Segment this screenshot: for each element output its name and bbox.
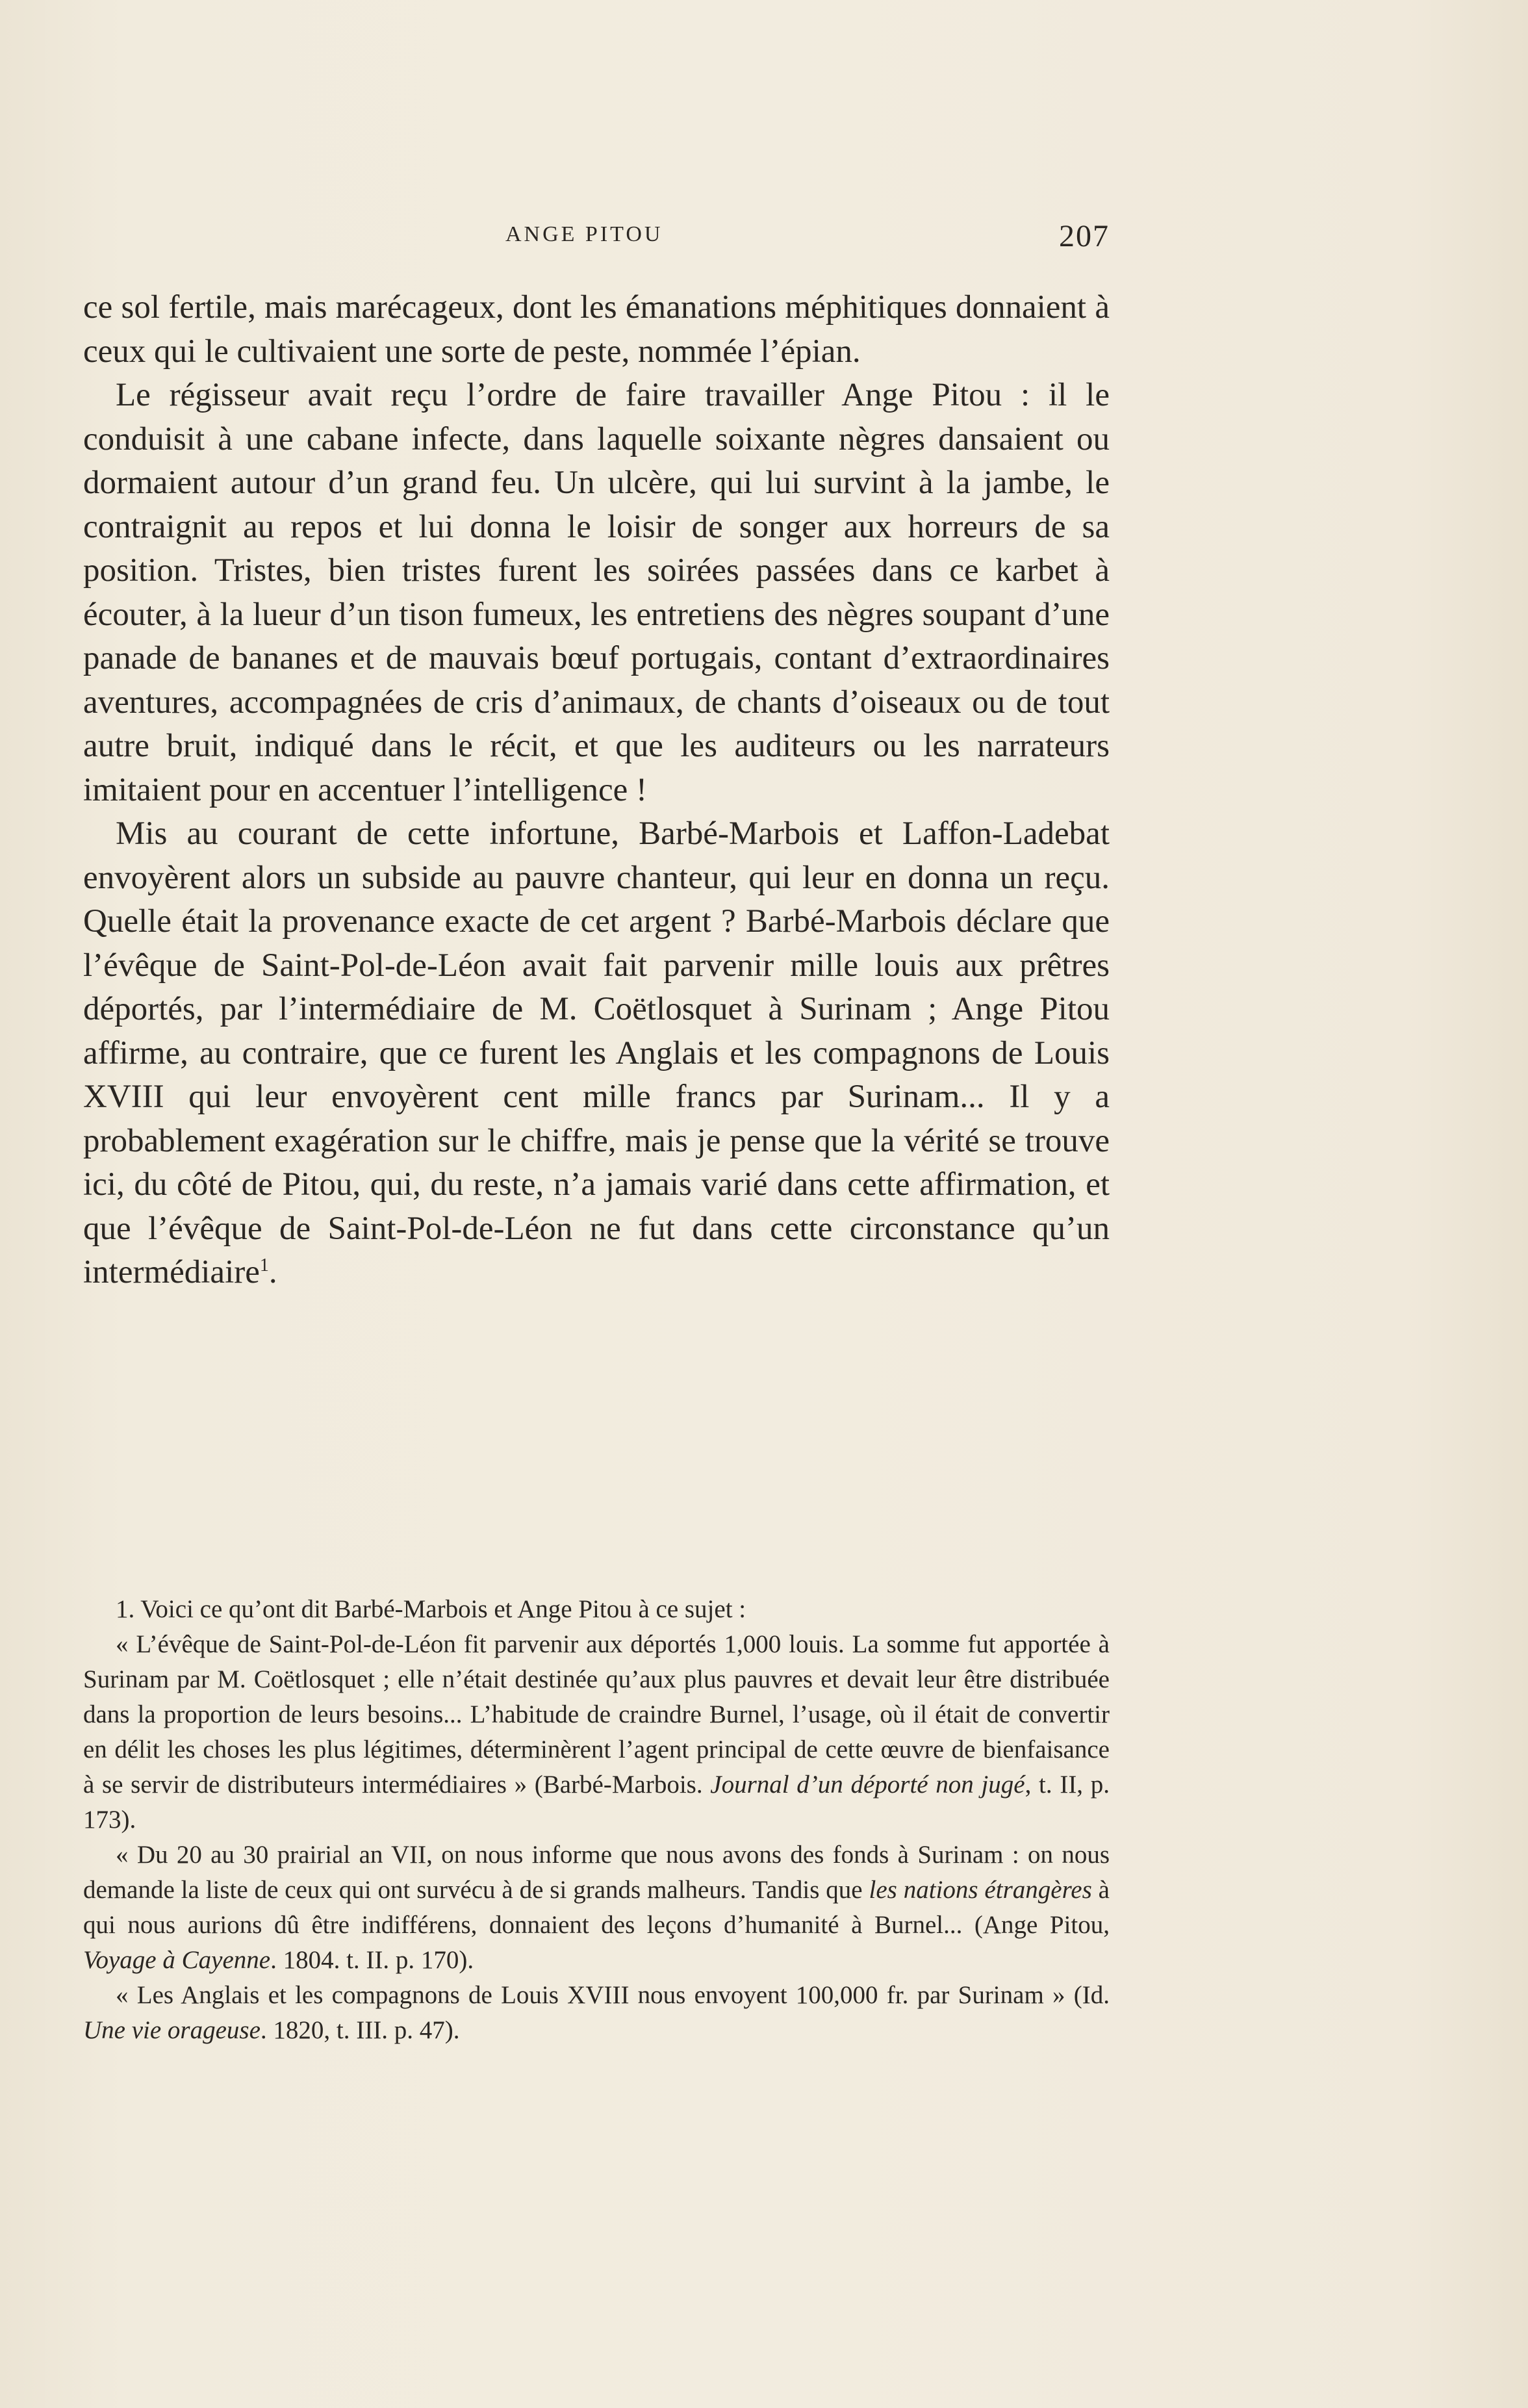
footnote-work-title: Voyage à Cayenne xyxy=(83,1946,271,1974)
page-number: 207 xyxy=(1059,219,1110,253)
footnote-quote-text: « L’évêque de Saint-Pol-de-Léon fit parvenir aux déportés 1,000 louis. La somme fut apportée à Surinam par M. Coëtlosquet ; elle n’était destinée qu’aux plus pauvres et devait leur être distribuée dans la proportion de leurs besoins... L’habitude de craindre Burnel, l’usage, où il était de convertir en délit les choses les plus légitimes, déterminèrent l’agent principal de cette œuvre de bienfaisance à se servir de distributeurs intermédiaires » (Barbé-Marbois. xyxy=(83,1630,1110,1799)
running-title: ANGE PITOU xyxy=(505,222,663,246)
footnote-citation: , t. II, p. 173). xyxy=(83,1771,1110,1834)
paragraph-1: ce sol fertile, mais marécageux, dont les émanations méphitiques donnaient à ceux qui le cultivaient une sorte de peste, nommée l’épian. xyxy=(83,289,1110,370)
footnote-citation: . 1820, t. III. p. 47). xyxy=(260,2016,460,2044)
paragraph-3-end: . xyxy=(268,1254,277,1290)
paragraph-2: Le régisseur avait reçu l’ordre de faire travailler Ange Pitou : il le conduisit à une cabane infecte, dans laquelle soixante nègres dansaient ou dormaient autour d’un grand feu. Un ulcère, qui lui survint à la jambe, le contraignit au repos et lui donna le loisir de songer aux horreurs de sa position. Tristes, bien tristes furent les soirées passées dans ce karbet à écouter, à la lueur d’un tison fumeux, les entretiens des nègres soupant d’une panade de bananes et de mauvais bœuf portugais, contant d’extraordinaires aventures, accompagnées de cris d’animaux, de chants d’oiseaux ou de tout autre bruit, indiqué dans le récit, et que les auditeurs ou les narrateurs imitaient pour en accentuer l’intelligence ! xyxy=(83,377,1110,808)
footnote-work-title: Journal d’un déporté non jugé xyxy=(710,1771,1025,1799)
footnote-quote-barbe-marbois xyxy=(83,1627,1110,1838)
footnote-quote-pitou-vie xyxy=(83,1978,1110,2048)
paragraph-3 xyxy=(83,812,1110,1295)
footnote-marker: 1 xyxy=(259,1255,269,1275)
footnote-1: 1. Voici ce qu’ont dit Barbé-Marbois et Ange Pitou à ce sujet : xyxy=(116,1595,746,1623)
footnote-quote-text: « Les Anglais et les compagnons de Louis XVIII nous envoyent 100,000 fr. par Surinam » (Id. xyxy=(116,1981,1110,2009)
footnotes xyxy=(83,1592,1110,2048)
running-head xyxy=(83,218,1110,257)
paragraph-3-text: Mis au courant de cette infortune, Barbé-Marbois et Laffon-Ladebat envoyèrent alors un subside au pauvre chanteur, qui leur en donna un reçu. Quelle était la provenance exacte de cet argent ? Barbé-Marbois déclare que l’évêque de Saint-Pol-de-Léon avait fait parvenir mille louis aux prêtres déportés, par l’intermédiaire de M. Coëtlosquet à Surinam ; Ange Pitou affirme, au contraire, que ce furent les Anglais et les compagnons de Louis XVIII qui leur envoyèrent cent mille francs par Surinam... Il y a probablement exagération sur le chiffre, mais je pense que la vérité se trouve ici, du côté de Pitou, qui, du reste, n’a jamais varié dans cette affirmation, et que l’évêque de Saint-Pol-de-Léon ne fut dans cette circonstance qu’un intermédiaire xyxy=(83,815,1110,1290)
footnote-quote-pitou-voyage xyxy=(83,1838,1110,1978)
footnote-emphasis: les nations étrangères xyxy=(869,1876,1092,1904)
footnote-work-title: Une vie orageuse xyxy=(83,2016,261,2044)
body-text xyxy=(83,286,1110,1295)
footnote-citation: . 1804. t. II. p. 170). xyxy=(270,1946,474,1974)
footnote-quote-text: « Du 20 au 30 prairial an VII, on nous informe que nous avons des fonds à Surinam : on nous demande la liste de ceux qui ont survécu à de si grands malheurs. Tandis que xyxy=(83,1841,1110,1904)
footnote-quote-text: à qui nous aurions dû être indifférens, donnaient des leçons d’humanité à Burnel... (Ange Pitou, xyxy=(83,1876,1110,1939)
